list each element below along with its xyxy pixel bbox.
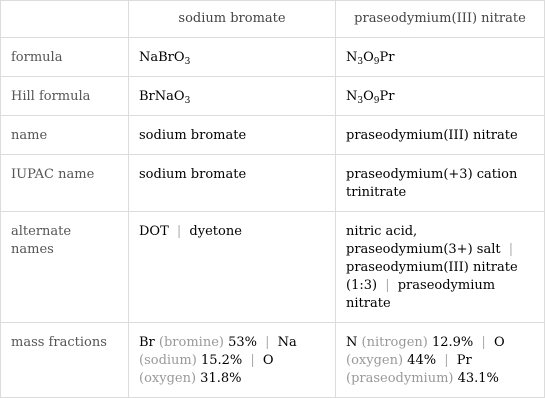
formula-subscript: 3 bbox=[357, 57, 364, 67]
row-label-iupac-name: IUPAC name bbox=[1, 155, 129, 212]
formula-subscript: 9 bbox=[373, 57, 380, 67]
formula-subscript: 9 bbox=[373, 96, 380, 106]
table-row-formula bbox=[1, 38, 545, 77]
alternate-name: DOT bbox=[139, 224, 169, 239]
table-row-iupac-name bbox=[1, 155, 545, 212]
separator: | bbox=[261, 335, 274, 350]
header-empty-cell bbox=[1, 1, 129, 38]
fraction-value: 53% bbox=[223, 335, 257, 350]
name-cell-b: praseodymium(III) nitrate bbox=[336, 116, 545, 155]
header-sodium-bromate: sodium bromate bbox=[129, 1, 336, 38]
iupac-cell-a: sodium bromate bbox=[129, 155, 336, 212]
separator: | bbox=[381, 278, 394, 293]
table-row-alternate-names bbox=[1, 212, 545, 323]
element-symbol: N bbox=[346, 335, 362, 350]
formula-text: Pr bbox=[379, 89, 395, 104]
element-symbol: Na bbox=[277, 335, 297, 350]
table-row-mass-fractions bbox=[1, 323, 545, 398]
row-label-name: name bbox=[1, 116, 129, 155]
formula-text: BrNaO bbox=[139, 89, 185, 104]
hill-formula-cell-a bbox=[129, 77, 336, 116]
table-row-name bbox=[1, 116, 545, 155]
element-name: (praseodymium) bbox=[346, 371, 454, 386]
element-symbol: O bbox=[262, 353, 274, 368]
name-cell-a: sodium bromate bbox=[129, 116, 336, 155]
fraction-value: 12.9% bbox=[427, 335, 474, 350]
fraction-value: 43.1% bbox=[453, 371, 499, 386]
row-label-mass-fractions: mass fractions bbox=[1, 323, 129, 398]
alternate-name: praseodymium(III) nitrate (1:3) bbox=[346, 260, 518, 293]
element-name: (oxygen) bbox=[346, 353, 404, 368]
formula-subscript: 3 bbox=[184, 96, 191, 106]
alternate-names-cell-b bbox=[336, 212, 545, 323]
alternate-name: dyetone bbox=[189, 224, 242, 239]
separator: | bbox=[477, 335, 490, 350]
fraction-value: 15.2% bbox=[196, 353, 243, 368]
element-name: (sodium) bbox=[139, 353, 197, 368]
formula-subscript: 3 bbox=[357, 96, 364, 106]
formula-text: O bbox=[363, 50, 374, 65]
formula-text: O bbox=[363, 89, 374, 104]
iupac-cell-b: praseodymium(+3) cation trinitrate bbox=[336, 155, 545, 212]
header-row bbox=[1, 1, 545, 38]
mass-fractions-cell-a bbox=[129, 323, 336, 398]
alternate-names-cell-a bbox=[129, 212, 336, 323]
row-label-hill-formula: Hill formula bbox=[1, 77, 129, 116]
element-symbol: O bbox=[493, 335, 505, 350]
formula-cell-b bbox=[336, 38, 545, 77]
fraction-value: 44% bbox=[403, 353, 437, 368]
element-name: (oxygen) bbox=[139, 371, 197, 386]
formula-text: Pr bbox=[379, 50, 395, 65]
alternate-name: praseodymium nitrate bbox=[346, 278, 496, 311]
element-symbol: Br bbox=[139, 335, 159, 350]
formula-cell-a bbox=[129, 38, 336, 77]
hill-formula-cell-b bbox=[336, 77, 545, 116]
row-label-formula: formula bbox=[1, 38, 129, 77]
element-name: (nitrogen) bbox=[361, 335, 428, 350]
table-row-hill-formula bbox=[1, 77, 545, 116]
formula-text: NaBrO bbox=[139, 50, 185, 65]
fraction-value: 31.8% bbox=[196, 371, 242, 386]
element-symbol: Pr bbox=[456, 353, 472, 368]
separator: | bbox=[246, 353, 259, 368]
formula-text: N bbox=[346, 50, 358, 65]
alternate-name: nitric acid, praseodymium(3+) salt bbox=[346, 224, 501, 257]
formula-subscript: 3 bbox=[184, 57, 191, 67]
formula-text: N bbox=[346, 89, 358, 104]
header-praseodymium-nitrate: praseodymium(III) nitrate bbox=[336, 1, 545, 38]
row-label-alternate-names: alternate names bbox=[1, 212, 129, 323]
separator: | bbox=[440, 353, 453, 368]
element-name: (bromine) bbox=[158, 335, 224, 350]
separator: | bbox=[172, 224, 186, 239]
mass-fractions-cell-b bbox=[336, 323, 545, 398]
separator: | bbox=[504, 242, 514, 257]
